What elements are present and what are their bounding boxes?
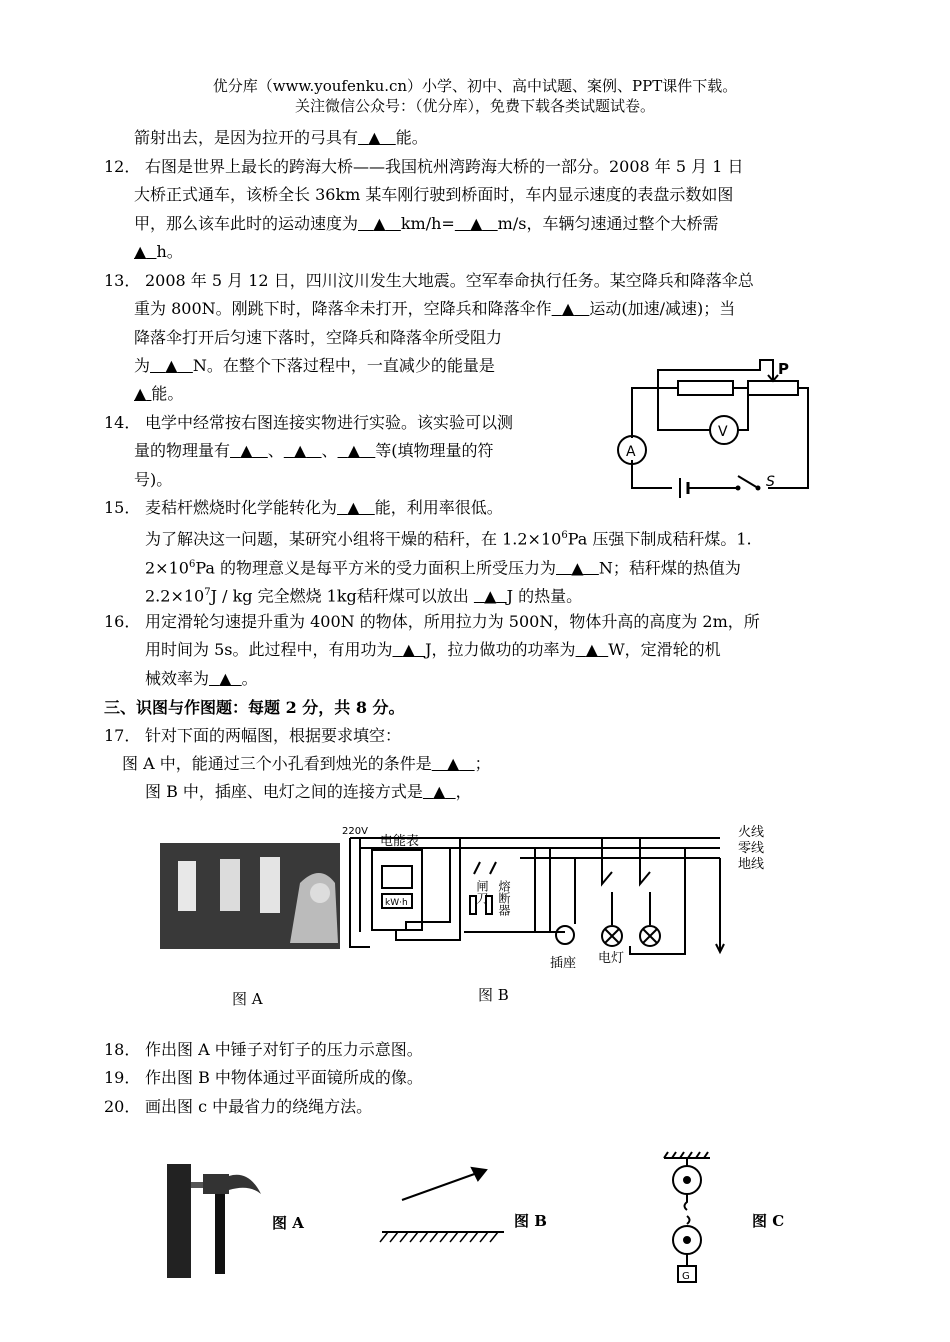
- q20-number: 20．: [104, 1097, 141, 1116]
- q11-end: 能。: [395, 128, 428, 147]
- wall: [167, 1164, 191, 1278]
- switch-lever: [738, 476, 758, 488]
- caption-bottom-c: 图 C: [752, 1212, 785, 1230]
- q16-l2b: J，拉力做功的功率为: [425, 640, 576, 659]
- q17-l2a: 图 A 中，能通过三个小孔看到烛光的条件是: [122, 754, 432, 773]
- hammer-handle: [215, 1194, 225, 1274]
- q15-l4b: J / kg 完全燃烧 1kg秸秆煤可以放出: [210, 586, 469, 606]
- circuit-diagram: [608, 348, 818, 500]
- label-lamp: 电灯: [598, 951, 625, 966]
- blank-triangle: ▲: [219, 669, 232, 688]
- q15-l1b: 能，利用率很低。: [374, 498, 503, 517]
- q16-l2a: 用时间为 5s。此过程中，有用功为: [145, 640, 393, 659]
- q12-line1: 右图是世界上最长的跨海大桥——我国杭州湾跨海大桥的一部分。2008 年 5 月 1 日: [145, 157, 744, 176]
- label-v: V: [718, 424, 728, 440]
- q15-l2sup: 6: [561, 530, 568, 541]
- answer-blank: [230, 441, 268, 460]
- q16-l3a: 械效率为: [145, 669, 210, 688]
- q15-l3a: 2×10: [145, 558, 189, 578]
- q17-number: 17．: [104, 726, 141, 745]
- label-p: P: [778, 360, 789, 378]
- blank-triangle: ▲: [165, 356, 178, 375]
- blank-triangle: ▲: [293, 441, 307, 460]
- blank-triangle: ▲: [484, 586, 497, 606]
- energy-meter-box: [372, 850, 422, 930]
- answer-blank: [358, 128, 396, 147]
- answer-blank: [556, 558, 599, 577]
- q13-line3: 降落伞打开后匀速下落时，空降兵和降落伞所受阻力: [134, 328, 503, 347]
- separator: 、: [267, 441, 284, 460]
- hammer-claw: [229, 1175, 261, 1194]
- label-s: S: [766, 474, 775, 490]
- q16-line2: [145, 639, 721, 661]
- q15-l3b: Pa 的物理意义是每平方米的受力面积上所受压力为: [195, 558, 557, 578]
- q11-text: 箭射出去，是因为拉开的弓具有: [134, 128, 359, 147]
- answer-blank: [337, 498, 375, 517]
- answer-blank: [455, 214, 498, 233]
- q16-line3: [145, 668, 258, 690]
- blank-triangle: ▲: [585, 640, 599, 659]
- label-a: A: [626, 444, 636, 460]
- q18-text: 作出图 A 中锤子对钉子的压力示意图。: [145, 1040, 423, 1059]
- q15-l4a: 2.2×10: [145, 586, 205, 606]
- socket: [556, 926, 574, 944]
- pulley-figure: [658, 1150, 718, 1286]
- label-switch: 闸刀: [475, 880, 489, 904]
- q16-line1: 用定滑轮匀速提升重为 400N 的物体，所用拉力为 500N，物体升高的高度为 2m，所: [145, 612, 760, 631]
- q17-l3a: 图 B 中，插座、电灯之间的连接方式是: [145, 782, 423, 801]
- blank-triangle: ▲: [447, 754, 460, 773]
- q15-l3c: N；秸秆煤的热值为: [598, 558, 741, 578]
- answer-blank: [284, 441, 322, 460]
- answer-blank: [150, 356, 193, 375]
- q15-line3: [145, 554, 741, 579]
- answer-blank: [432, 754, 475, 773]
- q13-l4b: N。在整个下落过程中，一直减少的能量是: [192, 356, 495, 375]
- blank-triangle: ▲: [433, 782, 446, 801]
- header-line-2: 关注微信公众号：（优分库），免费下载各类试题试卷。: [294, 97, 655, 115]
- label-ground: 地线: [738, 857, 765, 872]
- blank-triangle: ▲: [134, 242, 147, 261]
- label-g: G: [682, 1271, 690, 1282]
- label-neutral: 零线: [738, 841, 765, 856]
- q15-line1: [145, 497, 503, 519]
- answer-blank: [134, 242, 156, 261]
- answer-blank: [576, 640, 609, 659]
- circuit-wire-right: [768, 388, 808, 488]
- q14-l2a: 量的物理量有: [134, 441, 231, 460]
- q19-text: 作出图 B 中物体通过平面镜所成的像。: [145, 1068, 423, 1087]
- q13-number: 13．: [104, 271, 141, 290]
- label-220v: 220V: [342, 826, 368, 837]
- blank-triangle: ▲: [402, 640, 415, 659]
- q14-line1: 电学中经常按右图连接实物进行实验。该实验可以测: [145, 413, 514, 432]
- q15-l3sup: 6: [188, 559, 196, 570]
- q12-number: 12．: [104, 157, 141, 176]
- object-arrow: [402, 1172, 480, 1200]
- q13-l4a: 为: [134, 356, 151, 375]
- q17-line2: [122, 753, 491, 775]
- q12-l3c: m/s，车辆匀速通过整个大桥需: [497, 214, 719, 233]
- q20-text: 画出图 c 中最省力的绕绳方法。: [145, 1097, 373, 1116]
- hammer-figure: [165, 1160, 270, 1280]
- blank-triangle: ▲: [347, 498, 360, 517]
- q14-number: 14．: [104, 413, 141, 432]
- q15-l2: 为了解决这一问题，某研究小组将干燥的秸秆，在 1.2×10: [145, 529, 562, 549]
- caption-fig-a: 图 A: [232, 990, 263, 1008]
- blank-triangle: ▲: [134, 384, 147, 403]
- figure-b-wiring: [340, 822, 780, 972]
- mirror-figure: [378, 1160, 508, 1250]
- q12-l3a: 甲，那么该车此时的运动速度为: [134, 214, 359, 233]
- q15-line2: [145, 525, 752, 550]
- label-meter: 电能表: [380, 834, 420, 849]
- fixed-resistor: [678, 381, 733, 395]
- q17-l2b: ；: [474, 754, 491, 773]
- answer-blank: [338, 441, 376, 460]
- q15-number: 15．: [104, 498, 141, 517]
- answer-blank: [358, 214, 401, 233]
- answer-blank: [392, 640, 425, 659]
- nail: [191, 1182, 203, 1188]
- q12-l4: h。: [156, 242, 183, 261]
- q18-number: 18．: [104, 1040, 141, 1059]
- caption-fig-b: 图 B: [478, 986, 509, 1004]
- section-3-title: 三、识图与作图题：每题 2 分，共 8 分。: [104, 698, 405, 717]
- q14-line2: [134, 440, 494, 462]
- figure-a-photo: [160, 843, 340, 949]
- answer-blank: [423, 782, 456, 801]
- caption-bottom-b: 图 B: [514, 1212, 547, 1230]
- separator: 、: [321, 441, 338, 460]
- q14-l2b: 等(填物理量的符: [375, 441, 494, 460]
- q13-line1: 2008 年 5 月 12 日，四川汶川发生大地震。空军奉命执行任务。某空降兵和降落伞总: [145, 271, 754, 290]
- blank-triangle: ▲: [470, 214, 483, 233]
- blank-triangle: ▲: [368, 128, 381, 147]
- card-3: [260, 857, 280, 913]
- q15-l4sup: 7: [204, 587, 211, 598]
- q17-l3b: ，: [455, 782, 472, 801]
- q16-l3b: 。: [241, 669, 258, 688]
- label-fuse: 熔断器: [497, 880, 511, 916]
- q15-l1a: 麦秸杆燃烧时化学能转化为: [145, 498, 338, 517]
- label-socket: 插座: [550, 956, 577, 971]
- q17-line3: [145, 781, 472, 803]
- q12-line3: [134, 213, 718, 235]
- q14-line3: 号)。: [134, 470, 173, 489]
- answer-blank: [474, 586, 507, 605]
- answer-blank: [552, 299, 590, 318]
- card-2: [220, 859, 240, 911]
- card-1: [178, 861, 196, 911]
- label-kwh: kW·h: [385, 898, 408, 908]
- blank-triangle: ▲: [347, 441, 361, 460]
- q16-number: 16．: [104, 612, 141, 631]
- q19-number: 19．: [104, 1068, 141, 1087]
- q15-l2b: Pa 压强下制成秸秆煤。1.: [567, 529, 752, 549]
- header-line-1: 优分库（www.youfenku.cn）小学、初中、高中试题、案例、PPT课件下载。: [212, 77, 738, 95]
- blank-triangle: ▲: [571, 558, 584, 578]
- answer-blank: [134, 384, 151, 403]
- blank-triangle: ▲: [561, 299, 575, 318]
- q15-line4: [145, 582, 582, 607]
- q15-l4c: J 的热量。: [506, 586, 583, 606]
- q12-line2: 大桥正式通车，该桥全长 36km 某车刚行驶到桥面时，车内显示速度的表盘示数如图: [134, 185, 734, 204]
- q12-l3b: km/h=: [400, 214, 455, 233]
- blank-triangle: ▲: [373, 214, 386, 233]
- rheostat: [748, 381, 798, 395]
- answer-blank: [209, 669, 242, 688]
- q13-line2: [134, 298, 735, 320]
- q17-line1: 针对下面的两幅图，根据要求填空：: [145, 726, 402, 745]
- q12-line4: [134, 241, 183, 263]
- q13-line5: [134, 383, 183, 405]
- arrow-head: [472, 1168, 486, 1180]
- q11-tail: [134, 127, 428, 149]
- q16-l2c: W，定滑轮的机: [608, 640, 721, 659]
- caption-bottom-a: 图 A: [272, 1214, 304, 1232]
- label-live: 火线: [738, 825, 765, 840]
- q13-line4: [134, 355, 495, 377]
- q13-l2b: 运动(加速/减速)；当: [589, 299, 736, 318]
- hammer-head: [203, 1174, 229, 1194]
- q13-l5: 能。: [151, 384, 184, 403]
- q13-l2a: 重为 800N。刚跳下时，降落伞未打开，空降兵和降落伞作: [134, 299, 552, 318]
- blank-triangle: ▲: [240, 441, 253, 460]
